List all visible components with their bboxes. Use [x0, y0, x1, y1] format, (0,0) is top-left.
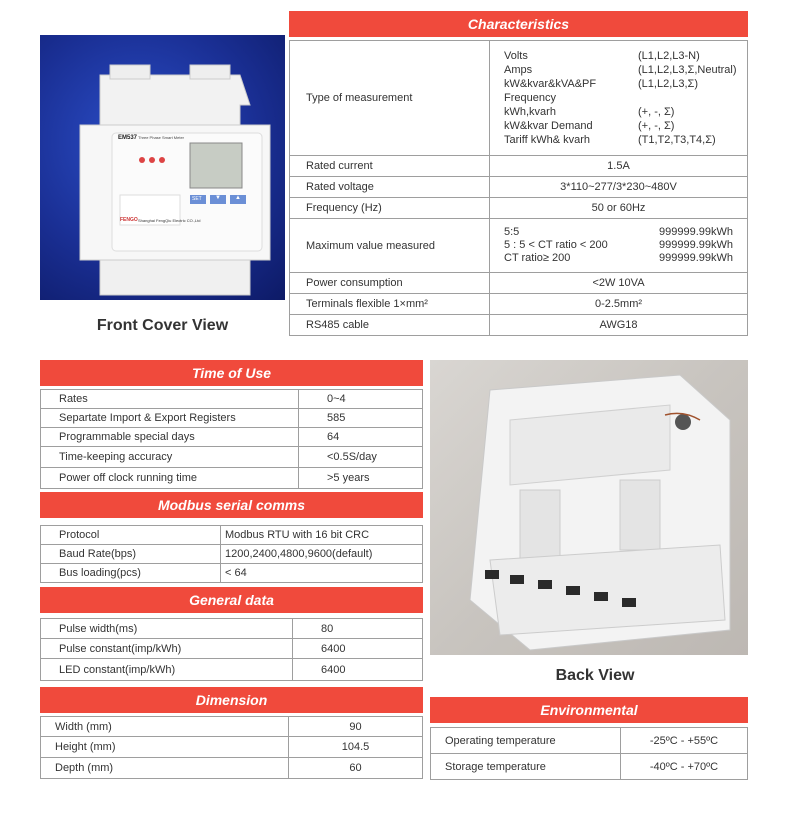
table-row [290, 315, 748, 336]
table-row [41, 468, 423, 489]
general-data-title: General data [40, 587, 423, 613]
front-device-model: EM537 [118, 135, 138, 141]
measurement-name: kWh,kvarh [504, 106, 556, 118]
max-value-condition: 5:5 [504, 226, 520, 238]
table-row [41, 659, 423, 681]
front-cover-photo [40, 35, 285, 300]
measurement-name: Amps [504, 64, 533, 76]
max-value-amount: 999999.99kWh [659, 252, 733, 264]
depth-value: 60 [289, 758, 423, 779]
measurement-value: (T1,T2,T3,T4,Σ) [638, 134, 716, 146]
table-row [41, 545, 423, 564]
table-row [41, 564, 423, 583]
storage-temp-label: Storage temperature [431, 754, 621, 780]
measurement-value: (+, -, Σ) [638, 106, 675, 118]
table-row [290, 273, 748, 294]
front-device-button-up: ▲ [235, 195, 241, 201]
front-device-subtitle: Three Phase Smart Meter [138, 135, 185, 140]
terminals-value: 0-2.5mm² [490, 294, 748, 315]
table-row [41, 447, 423, 468]
led-constant-value: 6400 [293, 659, 423, 681]
front-meter-illustration [40, 35, 285, 300]
time-accuracy-label: Time-keeping accuracy [41, 447, 299, 468]
rates-value: 0~4 [299, 390, 423, 409]
back-view-caption: Back View [555, 667, 635, 684]
operating-temp-label: Operating temperature [431, 728, 621, 754]
bus-loading-label: Bus loading(pcs) [41, 564, 221, 583]
frequency-value: 50 or 60Hz [490, 198, 748, 219]
table-row [290, 156, 748, 177]
rated-current-value: 1.5A [490, 156, 748, 177]
max-value-amount: 999999.99kWh [659, 239, 733, 251]
back-meter-illustration [430, 360, 748, 655]
table-row [290, 294, 748, 315]
measurement-type-label: Type of measurement [290, 41, 490, 156]
measurement-value: (L1,L2,L3,Σ,Neutral) [638, 64, 737, 76]
bus-loading-value: < 64 [221, 564, 423, 583]
clock-running-value: >5 years [299, 468, 423, 489]
table-row [41, 717, 423, 737]
max-value-label: Maximum value measured [290, 219, 490, 273]
measurement-value: (L1,L2,L3-N) [638, 50, 700, 62]
characteristics-title: Characteristics [289, 11, 748, 37]
protocol-value: Modbus RTU with 16 bit CRC [221, 526, 423, 545]
measurement-value [638, 91, 741, 105]
front-cover-caption: Front Cover View [96, 317, 229, 334]
max-value-condition: CT ratio≥ 200 [504, 252, 571, 264]
table-row [41, 758, 423, 779]
measurement-name: Tariff kWh& kvarh [504, 134, 590, 146]
table-row [290, 219, 748, 273]
time-of-use-table [40, 389, 423, 489]
table-row [41, 526, 423, 545]
special-days-value: 64 [299, 428, 423, 447]
modbus-table [40, 525, 423, 583]
measurement-type-values [490, 41, 748, 156]
table-row [290, 198, 748, 219]
rates-label: Rates [41, 390, 299, 409]
registers-label: Separtate Import & Export Registers [41, 409, 299, 428]
table-row [41, 619, 423, 639]
table-row [41, 428, 423, 447]
table-row [41, 409, 423, 428]
height-label: Height (mm) [41, 737, 289, 758]
measurement-name: Frequency [504, 92, 556, 104]
measurement-name: kW&kvar Demand [504, 120, 593, 132]
measurement-value: (L1,L2,L3,Σ) [638, 78, 699, 90]
dimension-table [40, 716, 423, 779]
rated-voltage-label: Rated voltage [290, 177, 490, 198]
modbus-title: Modbus serial comms [40, 492, 423, 518]
time-of-use-title: Time of Use [40, 360, 423, 386]
front-device-button-down: ▼ [215, 195, 221, 201]
pulse-width-value: 80 [293, 619, 423, 639]
registers-value: 585 [299, 409, 423, 428]
led-constant-label: LED constant(imp/kWh) [41, 659, 293, 681]
front-device-button-set: SET [192, 196, 202, 202]
front-device-maker: Shanghai FengQiu Electric CO.,Ltd [138, 218, 201, 223]
rated-current-label: Rated current [290, 156, 490, 177]
storage-temp-value: -40ºC - +70ºC [621, 754, 748, 780]
power-consumption-label: Power consumption [290, 273, 490, 294]
operating-temp-value: -25ºC - +55ºC [621, 728, 748, 754]
table-row [290, 41, 748, 156]
table-row [41, 737, 423, 758]
width-label: Width (mm) [41, 717, 289, 737]
width-value: 90 [289, 717, 423, 737]
environmental-table [430, 727, 748, 780]
max-value-values [490, 219, 748, 273]
protocol-label: Protocol [41, 526, 221, 545]
back-view-photo [430, 360, 748, 655]
pulse-constant-value: 6400 [293, 639, 423, 659]
rs485-cable-label: RS485 cable [290, 315, 490, 336]
height-value: 104.5 [289, 737, 423, 758]
front-device-brand: FENGO [120, 217, 138, 223]
measurement-value: (+, -, Σ) [638, 120, 675, 132]
baud-rate-value: 1200,2400,4800,9600(default) [221, 545, 423, 564]
rs485-cable-value: AWG18 [490, 315, 748, 336]
max-value-condition: 5 : 5 < CT ratio < 200 [504, 239, 608, 251]
rated-voltage-value: 3*110~277/3*230~480V [490, 177, 748, 198]
table-row [431, 754, 748, 780]
terminals-label: Terminals flexible 1×mm² [290, 294, 490, 315]
depth-label: Depth (mm) [41, 758, 289, 779]
measurement-name: kW&kvar&kVA&PF [504, 78, 597, 90]
pulse-constant-label: Pulse constant(imp/kWh) [41, 639, 293, 659]
power-consumption-value: <2W 10VA [490, 273, 748, 294]
measurement-name: Volts [504, 50, 528, 62]
max-value-amount: 999999.99kWh [659, 226, 733, 238]
table-row [431, 728, 748, 754]
table-row [290, 177, 748, 198]
time-accuracy-value: <0.5S/day [299, 447, 423, 468]
table-row [41, 639, 423, 659]
clock-running-label: Power off clock running time [41, 468, 299, 489]
characteristics-table [289, 40, 748, 336]
special-days-label: Programmable special days [41, 428, 299, 447]
environmental-title: Environmental [430, 697, 748, 723]
table-row [41, 390, 423, 409]
pulse-width-label: Pulse width(ms) [41, 619, 293, 639]
dimension-title: Dimension [40, 687, 423, 713]
frequency-label: Frequency (Hz) [290, 198, 490, 219]
general-data-table [40, 618, 423, 681]
baud-rate-label: Baud Rate(bps) [41, 545, 221, 564]
